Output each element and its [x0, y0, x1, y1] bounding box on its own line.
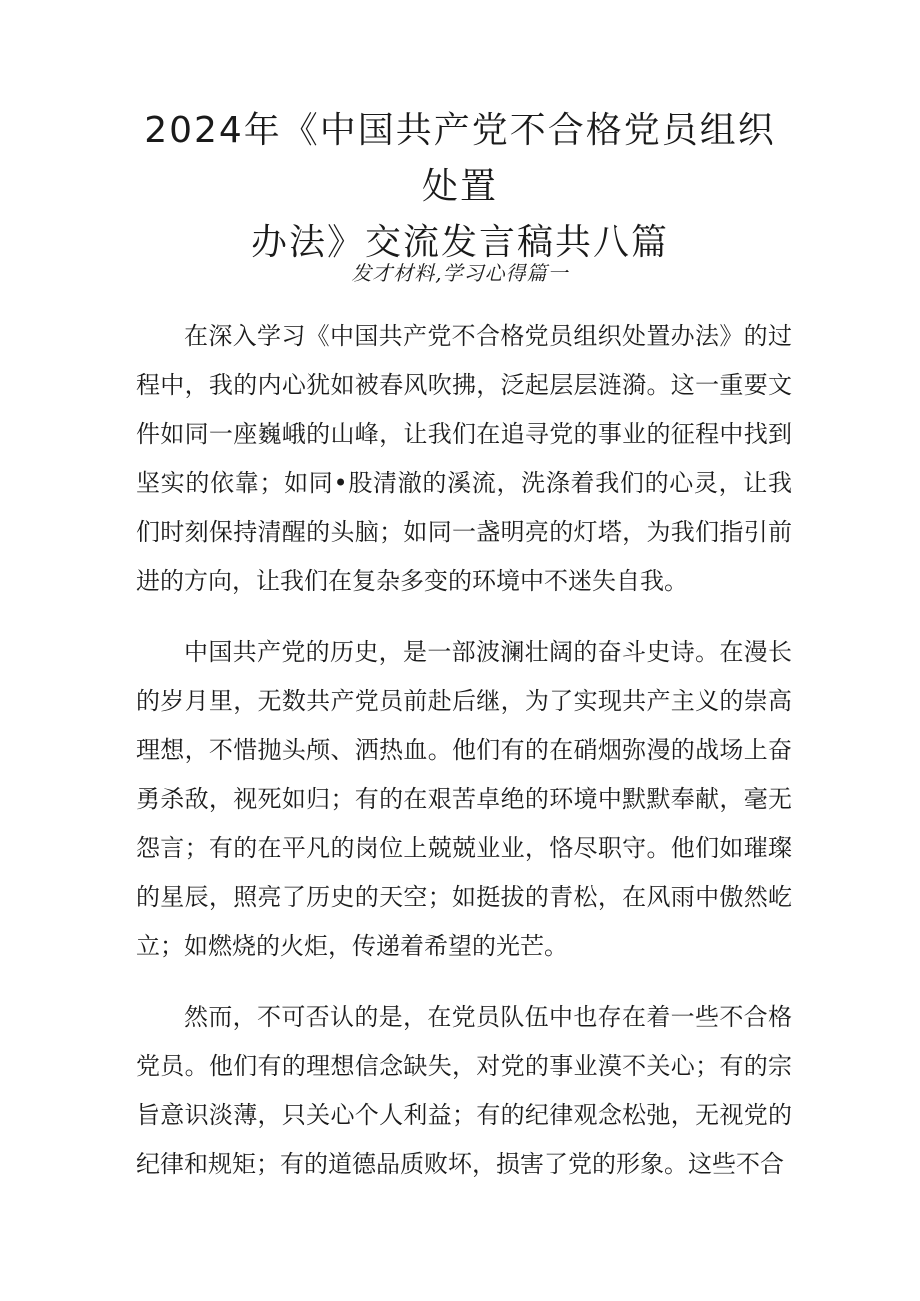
- body-paragraph-3: 然而，不可否认的是，在党员队伍中也存在着一些不合格党员。他们有的理想信念缺失，对党的事业漠不关心；有的宗旨意识淡薄，只关心个人利益；有的纪律观念松弛，无视党的纪律和规矩；有的道德品质败坏，损害了党的形象。这些不合: [136, 1003, 792, 1178]
- body-paragraph-1: 在深入学习《中国共产党不合格党员组织处置办法》的过程中，我的内心犹如被春风吹拂，泛起层层涟漪。这一重要文件如同一座巍峨的山峰，让我们在追寻党的事业的征程中找到坚实的依靠；如同•股清澈的溪流，洗涤着我们的心灵，让我们时刻保持清醒的头脑；如同一盏明亮的灯塔，为我们指引前进的方向，让我们在复杂多变的环境中不迷失自我。: [136, 322, 792, 595]
- body-paragraph-2: 中国共产党的历史，是一部波澜壮阔的奋斗史诗。在漫长的岁月里，无数共产党员前赴后继，为了实现共产主义的崇高理想，不惜抛头颅、洒热血。他们有的在硝烟弥漫的战场上奋勇杀敌，视死如归；有的在艰苦卓绝的环境中默默奉献，毫无怨言；有的在平凡的岗位上兢兢业业，恪尽职守。他们如璀璨的星辰，照亮了历史的天空；如挺拔的青松，在风雨中傲然屹立；如燃烧的火炬，传递着希望的光芒。: [136, 638, 792, 960]
- document-body: [136, 312, 792, 1211]
- document-title-line-1: 2024年《中国共产党不合格党员组织处置: [144, 110, 776, 207]
- document-title-line-2: 办法》交流发言稿共八篇: [250, 222, 669, 263]
- document-title: [130, 103, 790, 271]
- section-subtitle: 发才材料,学习心得篇一: [351, 261, 569, 285]
